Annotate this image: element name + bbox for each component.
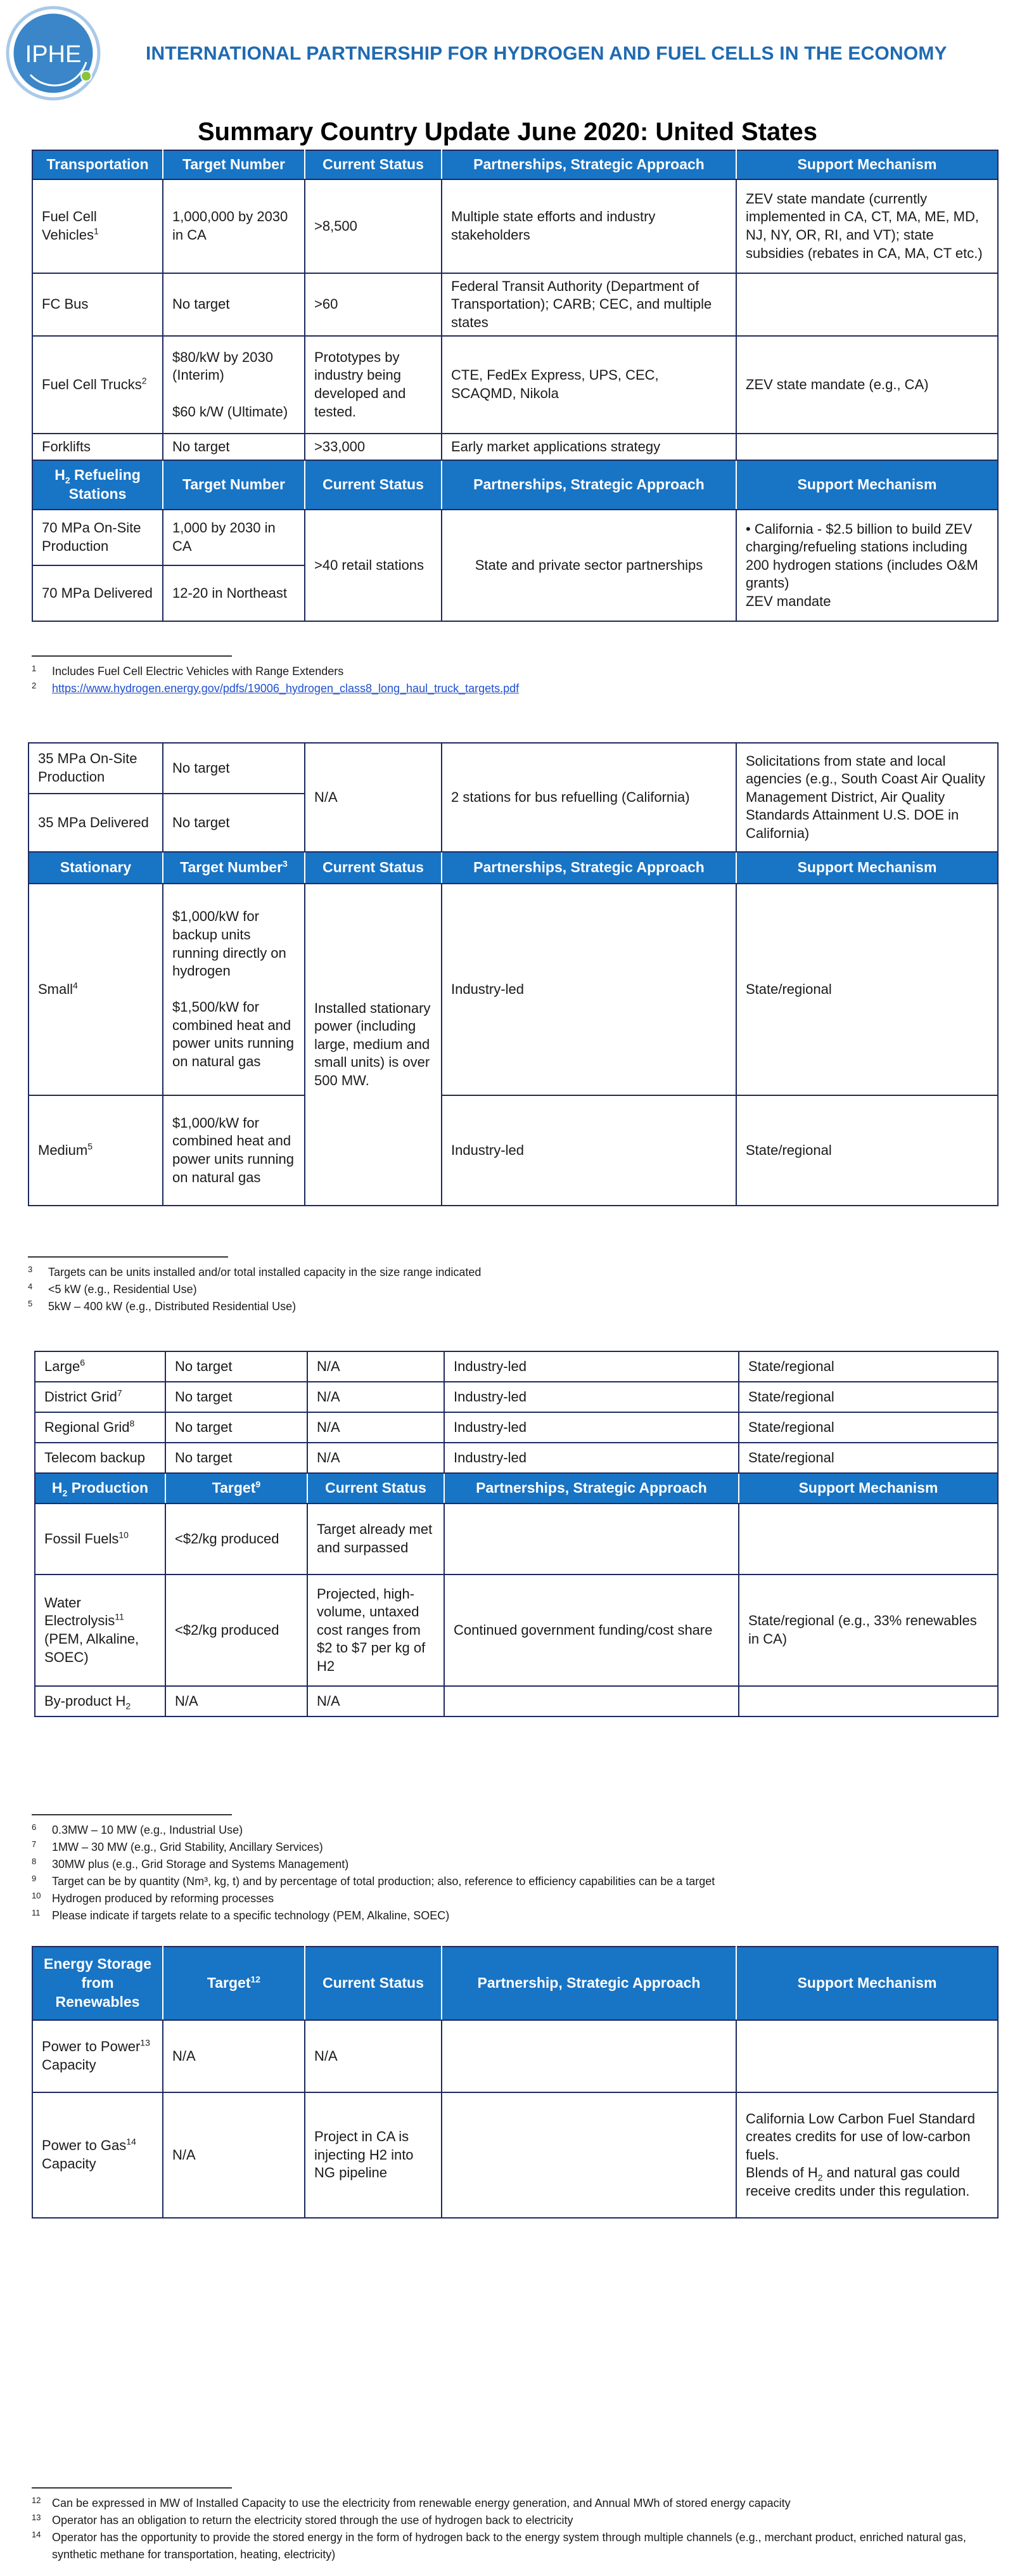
column-header: $H_2$ Production — [35, 1473, 165, 1504]
column-header: Current Status — [307, 1473, 444, 1504]
table-cell: State/regional (e.g., 33% renewables in CA) — [739, 1575, 998, 1686]
footnote: 2 https://www.hydrogen.energy.gov/pdfs/19006_hydrogen_class8_long_haul_truck_targets.pdf — [32, 680, 982, 697]
footnote: 10 Hydrogen produced by reforming processes — [32, 1891, 274, 1905]
footnote-link[interactable]: https://www.hydrogen.energy.gov/pdfs/19006_hydrogen_class8_long_haul_truck_targets.pdf — [52, 682, 520, 695]
table-cell: State/regional — [739, 1351, 998, 1382]
footnote: 7 1MW – 30 MW (e.g., Grid Stability, Ancillary Services) — [32, 1839, 323, 1853]
table-cell — [736, 434, 998, 460]
table-cell: N/A — [307, 1382, 444, 1412]
column-header: Target Number$^3$ — [163, 852, 305, 884]
footnote: 6 0.3MW – 10 MW (e.g., Industrial Use) — [32, 1822, 243, 1836]
transportation-table — [32, 150, 999, 622]
row-label: Telecom backup — [35, 1443, 165, 1473]
column-header: Target$^{12}$ — [163, 1947, 305, 2020]
logo-text: IPHE — [25, 41, 82, 68]
table-row — [35, 1686, 998, 1716]
table-row — [35, 1382, 998, 1412]
column-header: Support Mechanism — [739, 1473, 998, 1504]
row-label: Forklifts — [32, 434, 163, 460]
table-cell: No target — [165, 1443, 307, 1473]
row-label: 70 MPa Delivered — [32, 565, 163, 621]
row-label: Regional Grid$^8$ — [35, 1412, 165, 1443]
production-table — [34, 1351, 999, 1717]
table-row — [32, 273, 998, 336]
table-cell: <$2/kg produced — [165, 1575, 307, 1686]
table-row — [32, 2092, 998, 2218]
document-title: Summary Country Update June 2020: United States — [197, 118, 818, 146]
table-cell: State/regional — [736, 1095, 998, 1206]
row-label: District Grid$^7$ — [35, 1382, 165, 1412]
table-cell: N/A — [307, 1412, 444, 1443]
table-row — [32, 510, 998, 565]
column-header: Target Number — [163, 460, 305, 510]
table-row — [29, 1095, 998, 1206]
table-cell: No target — [163, 743, 305, 794]
column-header: Partnerships, Strategic Approach — [442, 460, 736, 510]
table-cell: State/regional — [736, 884, 998, 1095]
table-cell — [442, 2092, 736, 2218]
table-cell: Industry-led — [444, 1412, 739, 1443]
row-label: Fossil Fuels$^{10}$ — [35, 1504, 165, 1575]
footnote: 12 Can be expressed in MW of Installed Capacity to use the electricity from renewable energy generation, and Annual MWh of stored energy capacity — [32, 2496, 791, 2509]
table-cell: 2 stations for bus refuelling (California) — [442, 743, 736, 852]
row-label: 70 MPa On-Site Production — [32, 510, 163, 565]
row-label: Power to Gas$^{14}$ Capacity — [32, 2092, 163, 2218]
column-header: Current Status — [305, 1947, 442, 2020]
table-cell: No target — [165, 1382, 307, 1412]
footnotes — [32, 1822, 982, 1924]
table-cell — [444, 1504, 739, 1575]
footnote: 1 Includes Fuel Cell Electric Vehicles with Range Extenders — [32, 664, 344, 678]
table-cell: $80/kW by 2030 (Interim) $60 k/W (Ultimate) — [163, 336, 305, 434]
column-header: Partnerships, Strategic Approach — [444, 1473, 739, 1504]
footnote-rule — [32, 2487, 232, 2489]
table-row — [32, 179, 998, 273]
row-label: 35 MPa On-Site Production — [29, 743, 163, 794]
row-label: Small$^4$ — [29, 884, 163, 1095]
table-cell: State/regional — [739, 1443, 998, 1473]
table-header-row — [32, 150, 998, 179]
table-cell: >40 retail stations — [305, 510, 442, 621]
table-cell: Industry-led — [444, 1382, 739, 1412]
table-cell: >33,000 — [305, 434, 442, 460]
row-label: Power to Power$^{13}$ Capacity — [32, 2020, 163, 2092]
table-cell: <$2/kg produced — [165, 1504, 307, 1575]
table-cell: ZEV state mandate (currently implemented in CA, CT, MA, ME, MD, NJ, NY, OR, RI, and VT); state subsidies (rebates in CA, MA, CT etc.) — [736, 179, 998, 273]
table-cell: No target — [163, 273, 305, 336]
table-cell — [444, 1686, 739, 1716]
table-header-row — [35, 1473, 998, 1504]
footnotes — [32, 663, 982, 697]
energy-storage-table — [32, 1946, 999, 2219]
table-cell: Project in CA is injecting H2 into NG pipeline — [305, 2092, 442, 2218]
row-label: Water Electrolysis$^{11}$ (PEM, Alkaline, SOEC) — [35, 1575, 165, 1686]
footnote-rule — [28, 1256, 228, 1258]
table-cell: Industry-led — [444, 1351, 739, 1382]
table-cell: $1,000/kW for backup units running directly on hydrogen $1,500/kW for combined heat and power units running on natural gas — [163, 884, 305, 1095]
footnote-rule — [32, 1814, 232, 1815]
table-cell: No target — [165, 1351, 307, 1382]
table-cell: Industry-led — [444, 1443, 739, 1473]
table-header-row — [32, 460, 998, 510]
column-header: Target$^9$ — [165, 1473, 307, 1504]
table-cell: State and private sector partnerships — [442, 510, 736, 621]
table-cell: N/A — [307, 1686, 444, 1716]
table-cell: 1,000 by 2030 in CA — [163, 510, 305, 565]
table-cell — [736, 2020, 998, 2092]
table-cell: No target — [163, 794, 305, 852]
table-cell: Multiple state efforts and industry stakeholders — [442, 179, 736, 273]
table-cell: No target — [163, 434, 305, 460]
column-header: Target Number — [163, 150, 305, 179]
column-header: Partnerships, Strategic Approach — [442, 150, 736, 179]
table-cell: California Low Carbon Fuel Standard creates credits for use of low-carbon fuels. Blends of $H_2$ and natural gas could receive credits under this regulation. — [736, 2092, 998, 2218]
column-header: Current Status — [305, 852, 442, 884]
table-row — [29, 743, 998, 794]
column-header: Partnerships, Strategic Approach — [442, 852, 736, 884]
footnote: 5 5kW – 400 kW (e.g., Distributed Residential Use) — [28, 1299, 297, 1313]
table-row — [32, 434, 998, 460]
table-cell: Prototypes by industry being developed and tested. — [305, 336, 442, 434]
footnote: 8 30MW plus (e.g., Grid Storage and Systems Management) — [32, 1857, 349, 1871]
table-cell — [442, 2020, 736, 2092]
table-cell: N/A — [305, 2020, 442, 2092]
column-header: Energy Storage from Renewables — [32, 1947, 163, 2020]
row-label: FC Bus — [32, 273, 163, 336]
table-cell — [739, 1686, 998, 1716]
table-cell: N/A — [307, 1443, 444, 1473]
table-row — [32, 336, 998, 434]
row-label: Fuel Cell Trucks$^2$ — [32, 336, 163, 434]
table-cell: Industry-led — [442, 1095, 736, 1206]
table-row — [35, 1504, 998, 1575]
column-header: Current Status — [305, 150, 442, 179]
table-row — [35, 1412, 998, 1443]
table-cell: >60 — [305, 273, 442, 336]
iphe-logo — [5, 5, 101, 101]
column-header: Support Mechanism — [736, 1947, 998, 2020]
column-header: Transportation — [32, 150, 163, 179]
column-header: $H_2$ Refueling Stations — [32, 460, 163, 510]
table-cell: >8,500 — [305, 179, 442, 273]
column-header: Support Mechanism — [736, 852, 998, 884]
table-cell: N/A — [163, 2020, 305, 2092]
column-header: Support Mechanism — [736, 150, 998, 179]
footnote: 14 Operator has the opportunity to provide the stored energy in the form of hydrogen back to the energy system through multiple channels (e.g., merchant product, enriched natural gas, synthetic methane for transportation, heating, electricity) — [32, 2530, 966, 2561]
table-cell: Projected, high-volume, untaxed cost ranges from $2 to $7 per kg of H2 — [307, 1575, 444, 1686]
org-title: INTERNATIONAL PARTNERSHIP FOR HYDROGEN AND FUEL CELLS IN THE ECONOMY — [146, 43, 947, 64]
table-cell: CTE, FedEx Express, UPS, CEC, SCAQMD, Nikola — [442, 336, 736, 434]
column-header: Support Mechanism — [736, 460, 998, 510]
column-header: Current Status — [305, 460, 442, 510]
stationary-table — [28, 742, 999, 1206]
table-header-row — [32, 1947, 998, 2020]
table-row — [35, 1575, 998, 1686]
footnote: 9 Target can be by quantity (Nm³, kg, t) and by percentage of total production; also, reference to efficiency capabilities can be a target — [32, 1874, 715, 1888]
row-label: Large$^6$ — [35, 1351, 165, 1382]
table-cell: Solicitations from state and local agencies (e.g., South Coast Air Quality Management District, Air Quality Standards Attainment U.S. DOE in California) — [736, 743, 998, 852]
row-label: 35 MPa Delivered — [29, 794, 163, 852]
table-cell: Continued government funding/cost share — [444, 1575, 739, 1686]
table-cell: Early market applications strategy — [442, 434, 736, 460]
table-cell: State/regional — [739, 1412, 998, 1443]
table-cell: N/A — [307, 1351, 444, 1382]
column-header: Partnership, Strategic Approach — [442, 1947, 736, 2020]
table-cell: N/A — [305, 743, 442, 852]
table-cell: $1,000/kW for combined heat and power units running on natural gas — [163, 1095, 305, 1206]
table-row — [35, 1443, 998, 1473]
table-row — [29, 884, 998, 1095]
footnote: 13 Operator has an obligation to return the electricity stored through the use of hydrogen back to electricity — [32, 2513, 573, 2527]
table-cell: Installed stationary power (including large, medium and small units) is over 500 MW. — [305, 884, 442, 1206]
column-header: Stationary — [29, 852, 163, 884]
table-header-row — [29, 852, 998, 884]
table-cell — [736, 273, 998, 336]
footnote-rule — [32, 655, 232, 657]
table-cell: No target — [165, 1412, 307, 1443]
row-label: By-product $H_2$ — [35, 1686, 165, 1716]
footnote: 4 <5 kW (e.g., Residential Use) — [28, 1282, 197, 1296]
footnotes — [32, 2495, 995, 2563]
table-cell — [739, 1504, 998, 1575]
table-cell: ZEV state mandate (e.g., CA) — [736, 336, 998, 434]
table-cell: Federal Transit Authority (Department of Transportation); CARB; CEC, and multiple states — [442, 273, 736, 336]
row-label: Fuel Cell Vehicles$^1$ — [32, 179, 163, 273]
table-cell: Industry-led — [442, 884, 736, 1095]
table-cell: State/regional — [739, 1382, 998, 1412]
table-cell: N/A — [163, 2092, 305, 2218]
table-cell: • California - $2.5 billion to build ZEV charging/refueling stations including 200 hydrogen stations (includes O&M grants) ZEV mandate — [736, 510, 998, 621]
table-cell: Target already met and surpassed — [307, 1504, 444, 1575]
table-row — [35, 1351, 998, 1382]
row-label: Medium$^5$ — [29, 1095, 163, 1206]
table-cell: N/A — [165, 1686, 307, 1716]
footnote: 3 Targets can be units installed and/or total installed capacity in the size range indicated — [28, 1265, 482, 1278]
table-cell: 1,000,000 by 2030 in CA — [163, 179, 305, 273]
table-row — [32, 2020, 998, 2092]
table-cell: 12-20 in Northeast — [163, 565, 305, 621]
footnotes — [28, 1264, 978, 1315]
footnote: 11 Please indicate if targets relate to a specific technology (PEM, Alkaline, SOEC) — [32, 1908, 450, 1922]
